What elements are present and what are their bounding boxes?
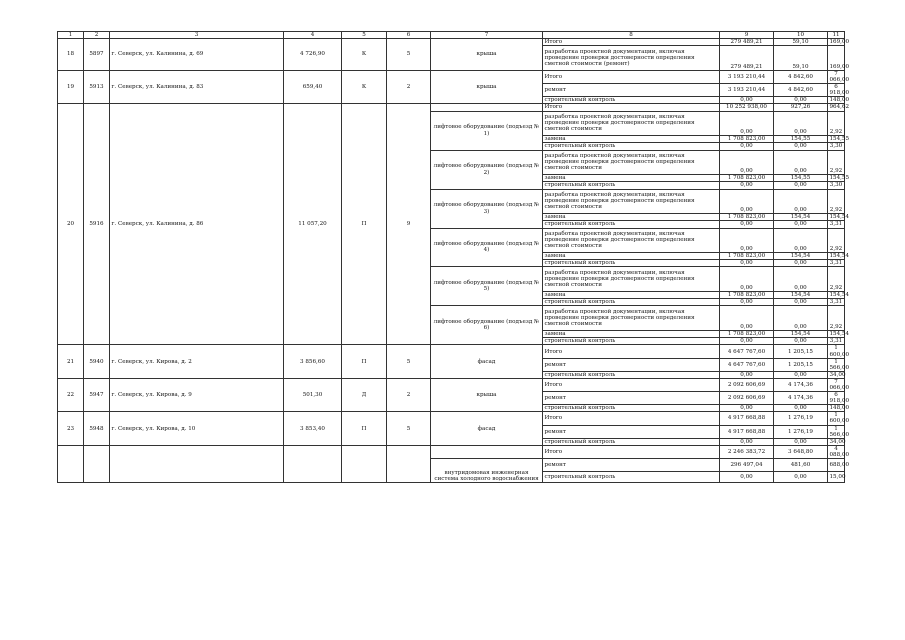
house-address: г. Северск, ул. Кирова, д. 2 [110,345,284,378]
cost-limit: 2,92 [828,189,845,214]
cost-total: 1 708 823,00 [720,136,774,143]
column-header-1: 1 [58,32,84,39]
column-header-8: 8 [543,32,720,39]
house-area: 11 057,20 [284,104,342,345]
cost-total: 279 489,21 [720,46,774,71]
work-subtype: замена [543,292,720,299]
work-type: лифтовое оборудование (подъезд № 5) [431,267,543,306]
cost-limit: 148,00 [829,405,850,412]
floors-count: 9 [387,104,431,345]
cost-limit: 34,00 [829,371,846,378]
table-row [58,104,845,111]
cost-total: 3 193 210,44 [720,70,774,83]
work-type: лифтовое оборудование (подъезд № 2) [431,150,543,189]
house-area [284,445,342,482]
house-address: г. Северск, ул. Калинина, д. 86 [110,104,284,345]
cost-total: 0,00 [720,143,774,150]
cost-limit: 34,00 [829,438,846,445]
house-area: 659,40 [284,70,342,103]
cost-total: 1 708 823,00 [720,331,774,338]
column-header-3: 3 [110,32,284,39]
work-type: крыша [431,378,543,411]
table-row [58,32,845,39]
cost-per-m2: 0,00 [774,228,828,253]
column-header-5: 5 [342,32,387,39]
cost-limit: 7 066,00 [829,70,850,84]
cost-per-m2: 0,00 [774,472,828,483]
cost-total: 4 917 668,88 [720,412,774,425]
cost-limit: 154,55 [829,136,850,143]
cost-limit: 688,00 [828,459,845,472]
work-type: лифтовое оборудование (подъезд № 4) [431,228,543,267]
cost-limit: 1 566,00 [829,358,850,371]
cost-limit: 3,31 [828,221,845,228]
work-type: фасад [431,345,543,378]
cost-total: 0,00 [720,438,774,445]
work-subtype: ремонт [543,358,720,371]
work-subtype: Итого [543,104,720,111]
cost-per-m2: 154,54 [774,331,828,338]
cost-total: 4 917 668,88 [720,425,774,438]
cost-limit: 3,31 [828,260,845,267]
cost-per-m2: 1 276,19 [774,425,828,438]
cost-limit: 6 918,00 [829,84,850,97]
floors-count: 5 [387,345,431,378]
cost-per-m2: 0,00 [774,189,828,214]
cost-per-m2: 0,00 [774,143,828,150]
column-header-2: 2 [84,32,110,39]
work-subtype: замена [543,214,720,221]
cost-per-m2: 0,00 [774,371,828,378]
work-subtype: Итого [543,412,720,425]
cost-total: 296 497,04 [720,459,774,472]
work-subtype: ремонт [543,392,720,405]
cost-per-m2: 1 205,15 [774,358,828,371]
work-type [431,104,543,111]
work-type: фасад [431,412,543,445]
cost-total: 2 092 606,69 [720,378,774,391]
cost-total: 4 647 767,60 [720,358,774,371]
work-subtype: строительный контроль [543,182,720,189]
work-type: лифтовое оборудование (подъезд № 3) [431,189,543,228]
cost-limit: 3,31 [828,338,845,345]
work-type: лифтовое оборудование (подъезд № 1) [431,111,543,150]
cost-per-m2: 0,00 [774,267,828,292]
house-code: 5913 [84,70,110,103]
cost-per-m2: 59,10 [774,46,828,71]
cost-total: 0,00 [720,371,774,378]
floors-count [387,445,431,482]
cost-per-m2: 0,00 [774,338,828,345]
cost-limit: 169,00 [828,46,845,71]
house-class: К [342,39,387,71]
house-code [84,445,110,482]
row-number: 21 [58,345,84,378]
cost-limit: 1 600,00 [829,412,850,425]
cost-per-m2: 59,10 [774,39,828,46]
work-subtype: замена [543,136,720,143]
house-code: 5940 [84,345,110,378]
cost-per-m2: 154,54 [774,214,828,221]
work-subtype: Итого [543,378,720,391]
cost-total: 0,00 [720,299,774,306]
work-type: лифтовое оборудование (подъезд № 6) [431,306,543,345]
cost-per-m2: 154,54 [774,253,828,260]
work-subtype: разработка проектной документации, включая проведение проверки достоверности определения сметной стоимости [543,111,720,136]
cost-limit: 1 566,00 [829,425,850,438]
work-subtype: разработка проектной документации, включая проведение проверки достоверности определения сметной стоимости [543,267,720,292]
column-header-6: 6 [387,32,431,39]
cost-per-m2: 154,55 [774,136,828,143]
work-subtype: разработка проектной документации, включая проведение проверки достоверности определения сметной стоимости [543,150,720,175]
house-class: Д [342,378,387,411]
work-subtype: строительный контроль [543,438,720,445]
table-row [58,445,845,458]
work-subtype: разработка проектной документации, включая проведение проверки достоверности определения сметной стоимости [543,189,720,214]
work-subtype: строительный контроль [543,371,720,378]
cost-limit: 3,30 [828,143,845,150]
work-subtype: Итого [543,345,720,358]
cost-total: 1 708 823,00 [720,253,774,260]
cost-total: 0,00 [720,111,774,136]
house-area: 3 853,40 [284,412,342,445]
house-address: г. Северск, ул. Кирова, д. 10 [110,412,284,445]
cost-limit: 169,00 [829,39,850,46]
cost-limit: 2,92 [828,267,845,292]
work-subtype: строительный контроль [543,260,720,267]
cost-per-m2: 0,00 [774,150,828,175]
table-row [58,378,845,391]
row-number: 22 [58,378,84,411]
cost-total: 0,00 [720,97,774,104]
cost-per-m2: 0,00 [774,299,828,306]
column-header-4: 4 [284,32,342,39]
work-subtype: ремонт [543,84,720,97]
cost-total: 279 489,21 [720,39,774,46]
cost-per-m2: 481,60 [774,459,828,472]
table-row [58,39,845,46]
cost-total: 2 092 606,69 [720,392,774,405]
column-header-10: 10 [774,32,828,39]
row-number: 23 [58,412,84,445]
cost-per-m2: 4 174,36 [774,392,828,405]
cost-per-m2: 927,26 [774,104,828,111]
cost-total: 10 252 938,00 [720,104,774,111]
work-subtype: разработка проектной документации, включая проведение проверки достоверности определения сметной стоимости [543,228,720,253]
work-subtype: ремонт [543,459,720,472]
cost-per-m2: 1 276,19 [774,412,828,425]
cost-limit: 154,54 [829,292,850,299]
house-area: 501,30 [284,378,342,411]
cost-total: 0,00 [720,189,774,214]
cost-limit: 964,62 [829,104,850,111]
work-subtype: Итого [543,39,720,46]
cost-limit: 6 918,00 [829,392,850,405]
cost-limit: 154,54 [829,214,850,221]
floors-count: 5 [387,412,431,445]
work-subtype: замена [543,331,720,338]
cost-limit: 154,54 [829,331,850,338]
cost-total: 1 708 823,00 [720,214,774,221]
house-code: 5897 [84,39,110,71]
work-subtype: строительный контроль [543,143,720,150]
cost-total: 0,00 [720,228,774,253]
house-code: 5947 [84,378,110,411]
row-number: 19 [58,70,84,103]
work-type [431,445,543,458]
cost-per-m2: 154,54 [774,292,828,299]
house-code: 5916 [84,104,110,345]
cost-per-m2: 4 842,60 [774,84,828,97]
cost-per-m2: 0,00 [774,182,828,189]
cost-total: 0,00 [720,221,774,228]
work-subtype: замена [543,175,720,182]
cost-total: 0,00 [720,405,774,412]
cost-limit: 2,92 [828,150,845,175]
cost-limit: 154,54 [829,253,850,260]
floors-count: 2 [387,378,431,411]
cost-per-m2: 0,00 [774,221,828,228]
house-class: П [342,104,387,345]
row-number [58,445,84,482]
cost-limit: 2,92 [828,111,845,136]
cost-total: 1 708 823,00 [720,292,774,299]
cost-limit: 7 066,00 [829,378,850,392]
work-subtype: строительный контроль [543,299,720,306]
house-code: 5948 [84,412,110,445]
cost-per-m2: 0,00 [774,97,828,104]
cost-per-m2: 0,00 [774,306,828,331]
cost-limit: 3,31 [828,299,845,306]
column-header-7: 7 [431,32,543,39]
cost-per-m2: 0,00 [774,438,828,445]
work-subtype: замена [543,253,720,260]
house-area: 4 726,90 [284,39,342,71]
house-address: г. Северск, ул. Кирова, д. 9 [110,378,284,411]
cost-total: 0,00 [720,338,774,345]
cost-limit: 4 088,00 [829,445,850,458]
work-subtype: разработка проектной документации, включая проведение проверки достоверности определения сметной стоимости [543,306,720,331]
cost-total: 1 708 823,00 [720,175,774,182]
work-subtype: строительный контроль [543,405,720,412]
cost-limit: 154,55 [829,175,850,182]
cost-per-m2: 4 842,60 [774,70,828,83]
cost-total: 3 193 210,44 [720,84,774,97]
cost-total: 0,00 [720,150,774,175]
cost-limit: 148,00 [829,97,850,104]
cost-total: 0,00 [720,182,774,189]
cost-total: 0,00 [720,267,774,292]
table-row [58,345,845,358]
house-class: П [342,412,387,445]
cost-limit: 1 600,00 [829,345,850,358]
cost-per-m2: 3 648,80 [774,445,828,458]
cost-limit: 15,00 [828,472,845,483]
cost-per-m2: 1 205,15 [774,345,828,358]
column-header-9: 9 [720,32,774,39]
work-subtype: Итого [543,445,720,458]
cost-limit: 2,92 [828,228,845,253]
house-address: г. Северск, ул. Калинина, д. 69 [110,39,284,71]
document-sheet [57,31,850,483]
cost-per-m2: 0,00 [774,111,828,136]
cost-total: 2 246 383,72 [720,445,774,458]
work-subtype: строительный контроль [543,472,720,483]
cost-per-m2: 4 174,36 [774,378,828,391]
cost-total: 0,00 [720,306,774,331]
house-class [342,445,387,482]
table-row [58,70,845,83]
work-subtype: строительный контроль [543,97,720,104]
work-subtype: ремонт [543,425,720,438]
row-number: 18 [58,39,84,71]
cost-per-m2: 0,00 [774,405,828,412]
cost-total: 0,00 [720,260,774,267]
cost-per-m2: 0,00 [774,260,828,267]
work-subtype: строительный контроль [543,221,720,228]
house-class: П [342,345,387,378]
capital-repair-table [57,31,850,483]
work-type: крыша [431,70,543,103]
house-area: 3 856,60 [284,345,342,378]
work-subtype: разработка проектной документации, включая проведение проверки достоверности определения сметной стоимости (ремонт) [543,46,720,71]
work-type: крыша [431,39,543,71]
work-subtype: Итого [543,70,720,83]
cost-total: 0,00 [720,472,774,483]
cost-limit: 3,30 [828,182,845,189]
cost-limit: 2,92 [828,306,845,331]
table-row [58,412,845,425]
house-address: г. Северск, ул. Калинина, д. 83 [110,70,284,103]
cost-per-m2: 154,55 [774,175,828,182]
floors-count: 5 [387,39,431,71]
cost-total: 4 647 767,60 [720,345,774,358]
work-subtype: строительный контроль [543,338,720,345]
work-type: внутридомовая инженерная система холодного водоснабжения [431,459,543,483]
floors-count: 2 [387,70,431,103]
house-address [110,445,284,482]
house-class: К [342,70,387,103]
column-header-11: 11 [828,32,845,39]
row-number: 20 [58,104,84,345]
